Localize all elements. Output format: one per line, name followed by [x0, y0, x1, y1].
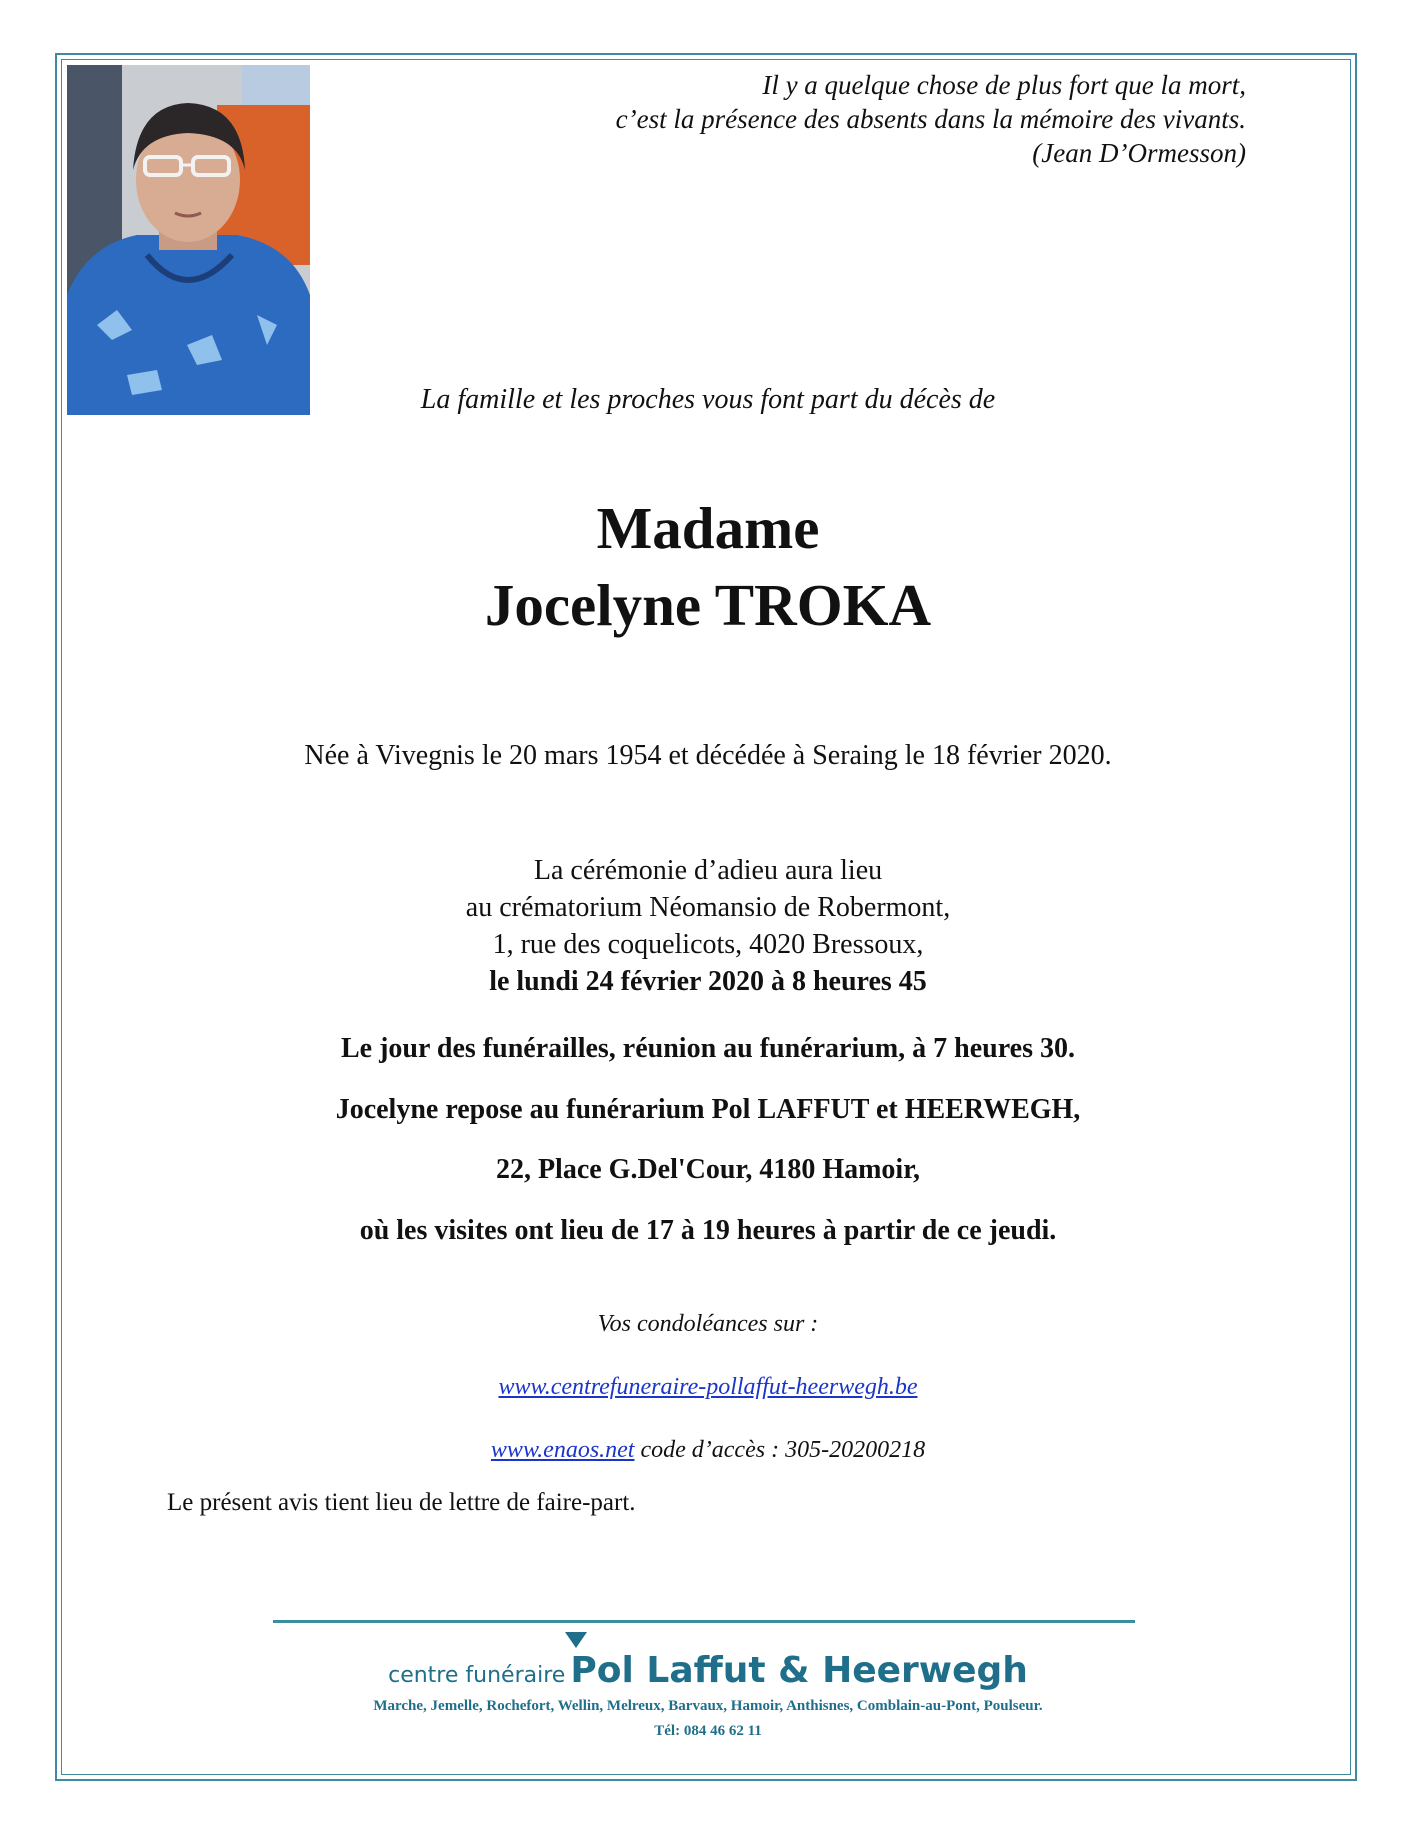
ceremony-line-1: La cérémonie d’adieu aura lieu	[533, 855, 883, 886]
quote-line-1: Il y a quelque chose de plus fort que la mort,	[762, 70, 1246, 100]
deceased-name	[0, 490, 1416, 644]
quote-line-2: c’est la présence des absents dans la mémoire des vivants.	[615, 104, 1246, 134]
condolences-link-row-1	[0, 1374, 1416, 1401]
condolences-link-row-2	[0, 1437, 1416, 1464]
funerarium-address: 22, Place G.Del'Cour, 4180 Hamoir,	[495, 1154, 921, 1185]
condolences-label: Vos condoléances sur :	[597, 1311, 819, 1337]
quote-author: (Jean D’Ormesson)	[1032, 138, 1246, 168]
funeral-home-website-link[interactable]: www.centrefuneraire-pollaffut-heerwegh.be	[498, 1374, 918, 1400]
brand-tagline: centre funéraire	[388, 1663, 566, 1688]
brand-triangle-icon	[565, 1632, 587, 1648]
birth-death-dates: Née à Vivegnis le 20 mars 1954 et décédée à Seraing le 18 février 2020.	[304, 740, 1112, 771]
deceased-title: Madame	[596, 495, 820, 561]
footer-divider	[273, 1620, 1135, 1623]
resting-place: Jocelyne repose au funérarium Pol LAFFUT et HEERWEGH,	[335, 1094, 1081, 1125]
announcement-intro: La famille et les proches vous font part du décès de	[420, 384, 996, 415]
deceased-fullname: Jocelyne TROKA	[484, 572, 932, 638]
phone-number: Tél: 084 46 62 11	[654, 1723, 762, 1739]
brand-logo	[0, 1650, 1416, 1691]
branch-locations: Marche, Jemelle, Rochefort, Wellin, Melreux, Barvaux, Hamoir, Anthisnes, Comblain-au-Pont, Poulseur.	[373, 1698, 1043, 1714]
epigraph-quote	[616, 68, 1246, 170]
ceremony-line-3: 1, rue des coquelicots, 4020 Bressoux,	[492, 929, 924, 960]
notice-statement: Le présent avis tient lieu de lettre de faire-part.	[167, 1489, 636, 1516]
funeral-meeting: Le jour des funérailles, réunion au funérarium, à 7 heures 30.	[341, 1033, 1075, 1064]
access-code: code d’accès : 305-20200218	[634, 1437, 926, 1463]
visiting-hours: où les visites ont lieu de 17 à 19 heures à partir de ce jeudi.	[359, 1215, 1057, 1246]
ceremony-info	[0, 852, 1416, 1000]
portrait-photo	[67, 65, 310, 415]
ceremony-datetime: le lundi 24 février 2020 à 8 heures 45	[489, 966, 927, 997]
enaos-website-link[interactable]: www.enaos.net	[490, 1437, 635, 1463]
ceremony-line-2: au crématorium Néomansio de Robermont,	[465, 892, 951, 923]
brand-name: Pol Laffut & Heerwegh	[570, 1650, 1028, 1691]
